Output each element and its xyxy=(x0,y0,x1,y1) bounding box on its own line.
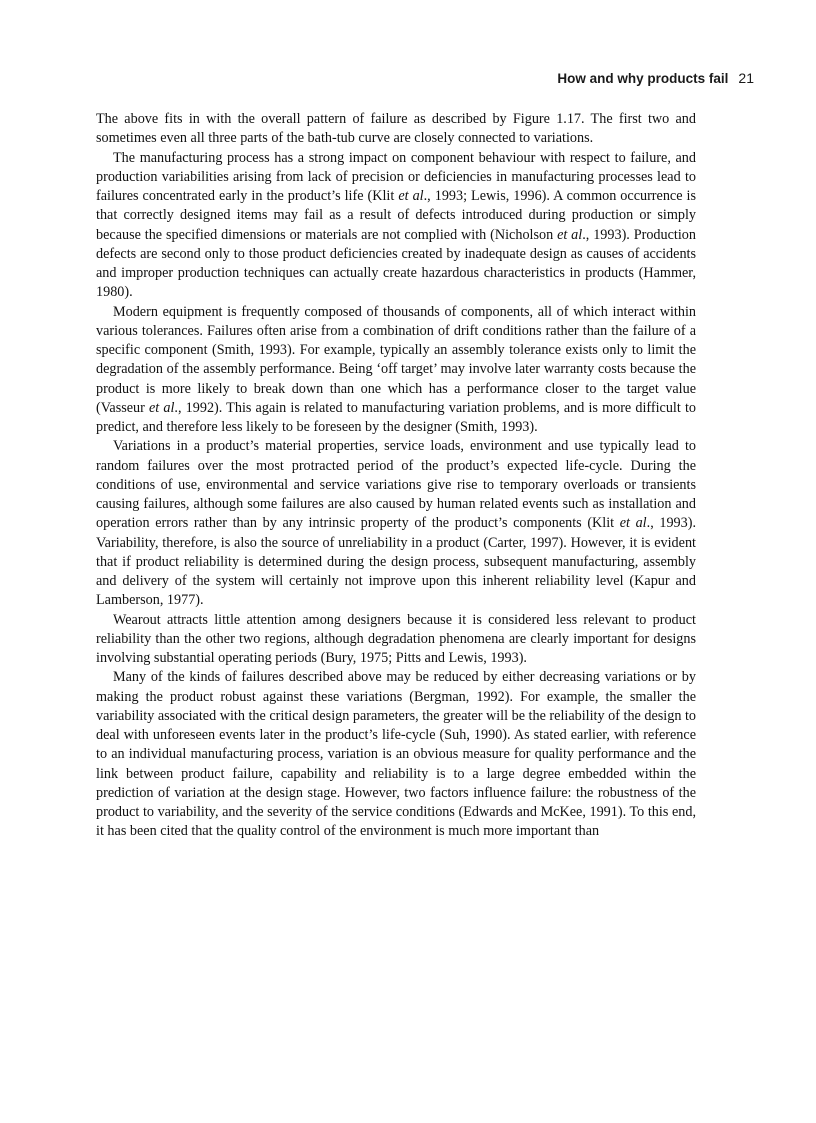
paragraph xyxy=(96,437,696,610)
italic-run: et al xyxy=(149,399,175,416)
paragraph xyxy=(96,611,696,669)
text-run: Many of the kinds of failures described above may be reduced by either decreasing variations or by making the product robust against these variations (Bergman, 1992). For example, the smaller the variability associated with the critical design parameters, the greater will be the reliability of the design to deal with unforeseen events later in the product’s life-cycle (Suh, 1990). As stated earlier, with reference to an individual manufacturing process, variation is an obvious measure for quality performance and the link between product failure, capability and reliability is to a large degree embedded within the prediction of variation at the design stage. However, two factors influence failure: the robustness of the product to variability, and the severity of the service conditions (Edwards and McKee, 1991). To this end, it has been cited that the quality control of the environment is much more important than xyxy=(96,669,697,840)
running-header-title: How and why products fail xyxy=(557,71,729,86)
italic-run: et al xyxy=(398,188,424,204)
page-number: 21 xyxy=(738,70,754,86)
paragraph xyxy=(96,149,696,303)
italic-run: et al xyxy=(619,515,647,532)
paragraph xyxy=(96,668,696,841)
text-run: The manufacturing process has a strong impact on component behaviour with respect to failure, and production variabilities arising from lack of precision or deficiencies in manufacturing processes lead to failures concentrated early in the product’s life (Klit xyxy=(96,149,696,204)
text-run: Variations in a product’s material properties, service loads, environment and use typically lead to random failures over the most protracted period of the product’s expected life-cycle. During the conditions of use, environmental and service variations give rise to temporary overloads or transients causing failures, although some failures are also caused by human related events such as installation and operation errors rather than by any intrinsic property of the product’s components (Klit xyxy=(96,438,696,532)
text-run: Modern equipment is frequently composed of thousands of components, all of which interact within various tolerances. Failures often arise from a combination of drift conditions rather than the failure of a specific component (Smith, 1993). For example, typically an assembly tolerance exists only to limit the degradation of the assembly performance. Being ‘off target’ may involve later warranty costs because the product is more likely to break down than one which has a performance closer to the target value (Vasseur xyxy=(96,303,696,416)
paragraph xyxy=(96,110,696,149)
text-run: ., 1993). Production defects are second only to those product deficiencies created by inadequate design as causes of accidents and improper production techniques can actually create hazardous characteristics in products (Hammer, 1980). xyxy=(96,226,696,301)
running-header xyxy=(557,70,754,86)
text-run: Wearout attracts little attention among designers because it is considered less relevant to product reliability than the other two regions, although degradation phenomena are clearly important for designs involving substantial operating periods (Bury, 1975; Pitts and Lewis, 1993). xyxy=(96,611,696,666)
text-run: ., 1992). This again is related to manufacturing variation problems, and is more difficult to predict, and therefore less likely to be foreseen by the designer (Smith, 1993). xyxy=(96,399,696,435)
text-run: ., 1993; Lewis, 1996). A common occurrence is that correctly designed items may fail as a result of defects introduced during production or simply because the specified dimensions or materials are not complied with (Nicholson xyxy=(96,188,696,243)
body-text xyxy=(96,110,696,842)
text-run: ., 1993). Variability, therefore, is also the source of unreliability in a product (Carter, 1997). However, it is evident that if product reliability is determined during the design process, subsequent manufacturing, assembly and delivery of the system will certainly not improve upon this inherent reliability level (Kapur and Lamberson, 1977). xyxy=(96,515,696,609)
italic-run: et al xyxy=(557,226,583,243)
paragraph xyxy=(96,303,696,438)
text-run: The above fits in with the overall pattern of failure as described by Figure 1.17. The first two and sometimes even all three parts of the bath-tub curve are closely connected to variations. xyxy=(96,111,696,147)
